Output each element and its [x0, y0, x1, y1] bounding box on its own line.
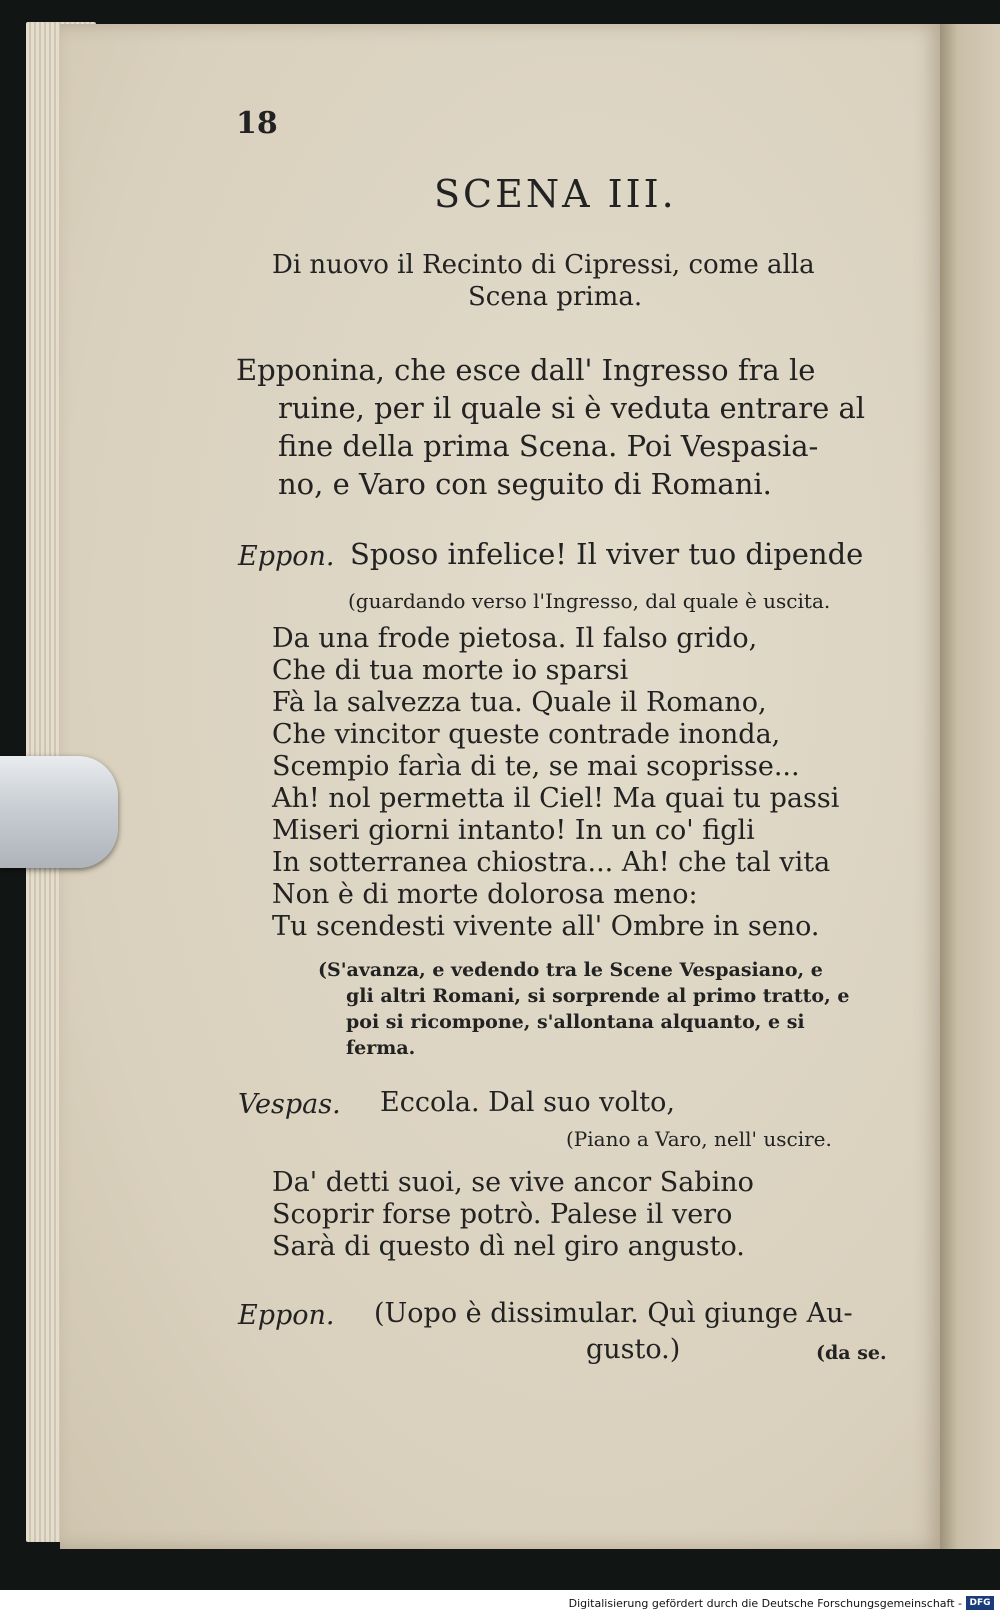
- verse-line: gusto.): [586, 1334, 681, 1365]
- stage-direction-line: Epponina, che esce dall' Ingresso fra le: [236, 353, 816, 387]
- setting-line: Di nuovo il Recinto di Cipressi, come alla: [272, 250, 815, 280]
- stage-direction-line: no, e Varo con seguito di Romani.: [278, 467, 772, 501]
- stage-direction-line: ruine, per il quale si è veduta entrare al: [278, 391, 866, 425]
- verse-line: Tu scendesti vivente all' Ombre in seno.: [272, 911, 820, 942]
- verse-line: Miseri giorni intanto! In un co' figli: [272, 815, 755, 846]
- verse-line: Che di tua morte io sparsi: [272, 655, 629, 686]
- verse-line: Scempio farìa di te, se mai scoprisse...: [272, 751, 800, 782]
- speaker-label: Vespas.: [238, 1089, 341, 1120]
- verse-line: (Uopo è dissimular. Quì giunge Au-: [374, 1298, 853, 1329]
- verse-line: Scoprir forse potrò. Palese il vero: [272, 1199, 733, 1230]
- book-clip-holder: [0, 756, 118, 868]
- verse-line: Fà la salvezza tua. Quale il Romano,: [272, 687, 767, 718]
- speaker-label: Eppon.: [238, 1300, 335, 1331]
- stage-direction-line: poi si ricompone, s'allontana alquanto, e si: [346, 1011, 805, 1033]
- verse-line: Da una frode pietosa. Il falso grido,: [272, 623, 758, 654]
- aside-direction: (Piano a Varo, nell' uscire.: [566, 1127, 832, 1151]
- verse-line: Non è di morte dolorosa meno:: [272, 879, 698, 910]
- verse-line: Sarà di questo dì nel giro angusto.: [272, 1231, 745, 1262]
- stage-direction-line: fine della prima Scena. Poi Vespasia-: [278, 429, 819, 463]
- verse-line: In sotterranea chiostra... Ah! che tal vita: [272, 847, 831, 878]
- stage-direction-line: gli altri Romani, si sorprende al primo tratto, e: [346, 985, 850, 1007]
- stage-direction-line: (S'avanza, e vedendo tra le Scene Vespasiano, e: [318, 959, 823, 981]
- speaker-label: Eppon.: [238, 541, 335, 572]
- verse-line: Ah! nol permetta il Ciel! Ma quai tu passi: [272, 783, 840, 814]
- verse-line: Che vincitor queste contrade inonda,: [272, 719, 781, 750]
- dfg-logo: DFG: [966, 1596, 994, 1610]
- verse-line: Da' detti suoi, se vive ancor Sabino: [272, 1167, 754, 1198]
- aside-direction: (guardando verso l'Ingresso, dal quale è uscita.: [348, 589, 831, 613]
- aside-direction: (da se.: [816, 1342, 887, 1364]
- page-number: 18: [236, 106, 278, 141]
- facing-page-edge: [940, 24, 1000, 1549]
- setting-line: Scena prima.: [468, 282, 643, 312]
- stage-direction-line: ferma.: [346, 1037, 416, 1059]
- scene-title: SCENA III.: [434, 172, 677, 216]
- funding-notice: Digitalisierung gefördert durch die Deutsche Forschungsgemeinschaft -: [568, 1597, 962, 1610]
- verse-line: Sposo infelice! Il viver tuo dipende: [350, 537, 864, 571]
- verse-line: Eccola. Dal suo volto,: [380, 1087, 675, 1118]
